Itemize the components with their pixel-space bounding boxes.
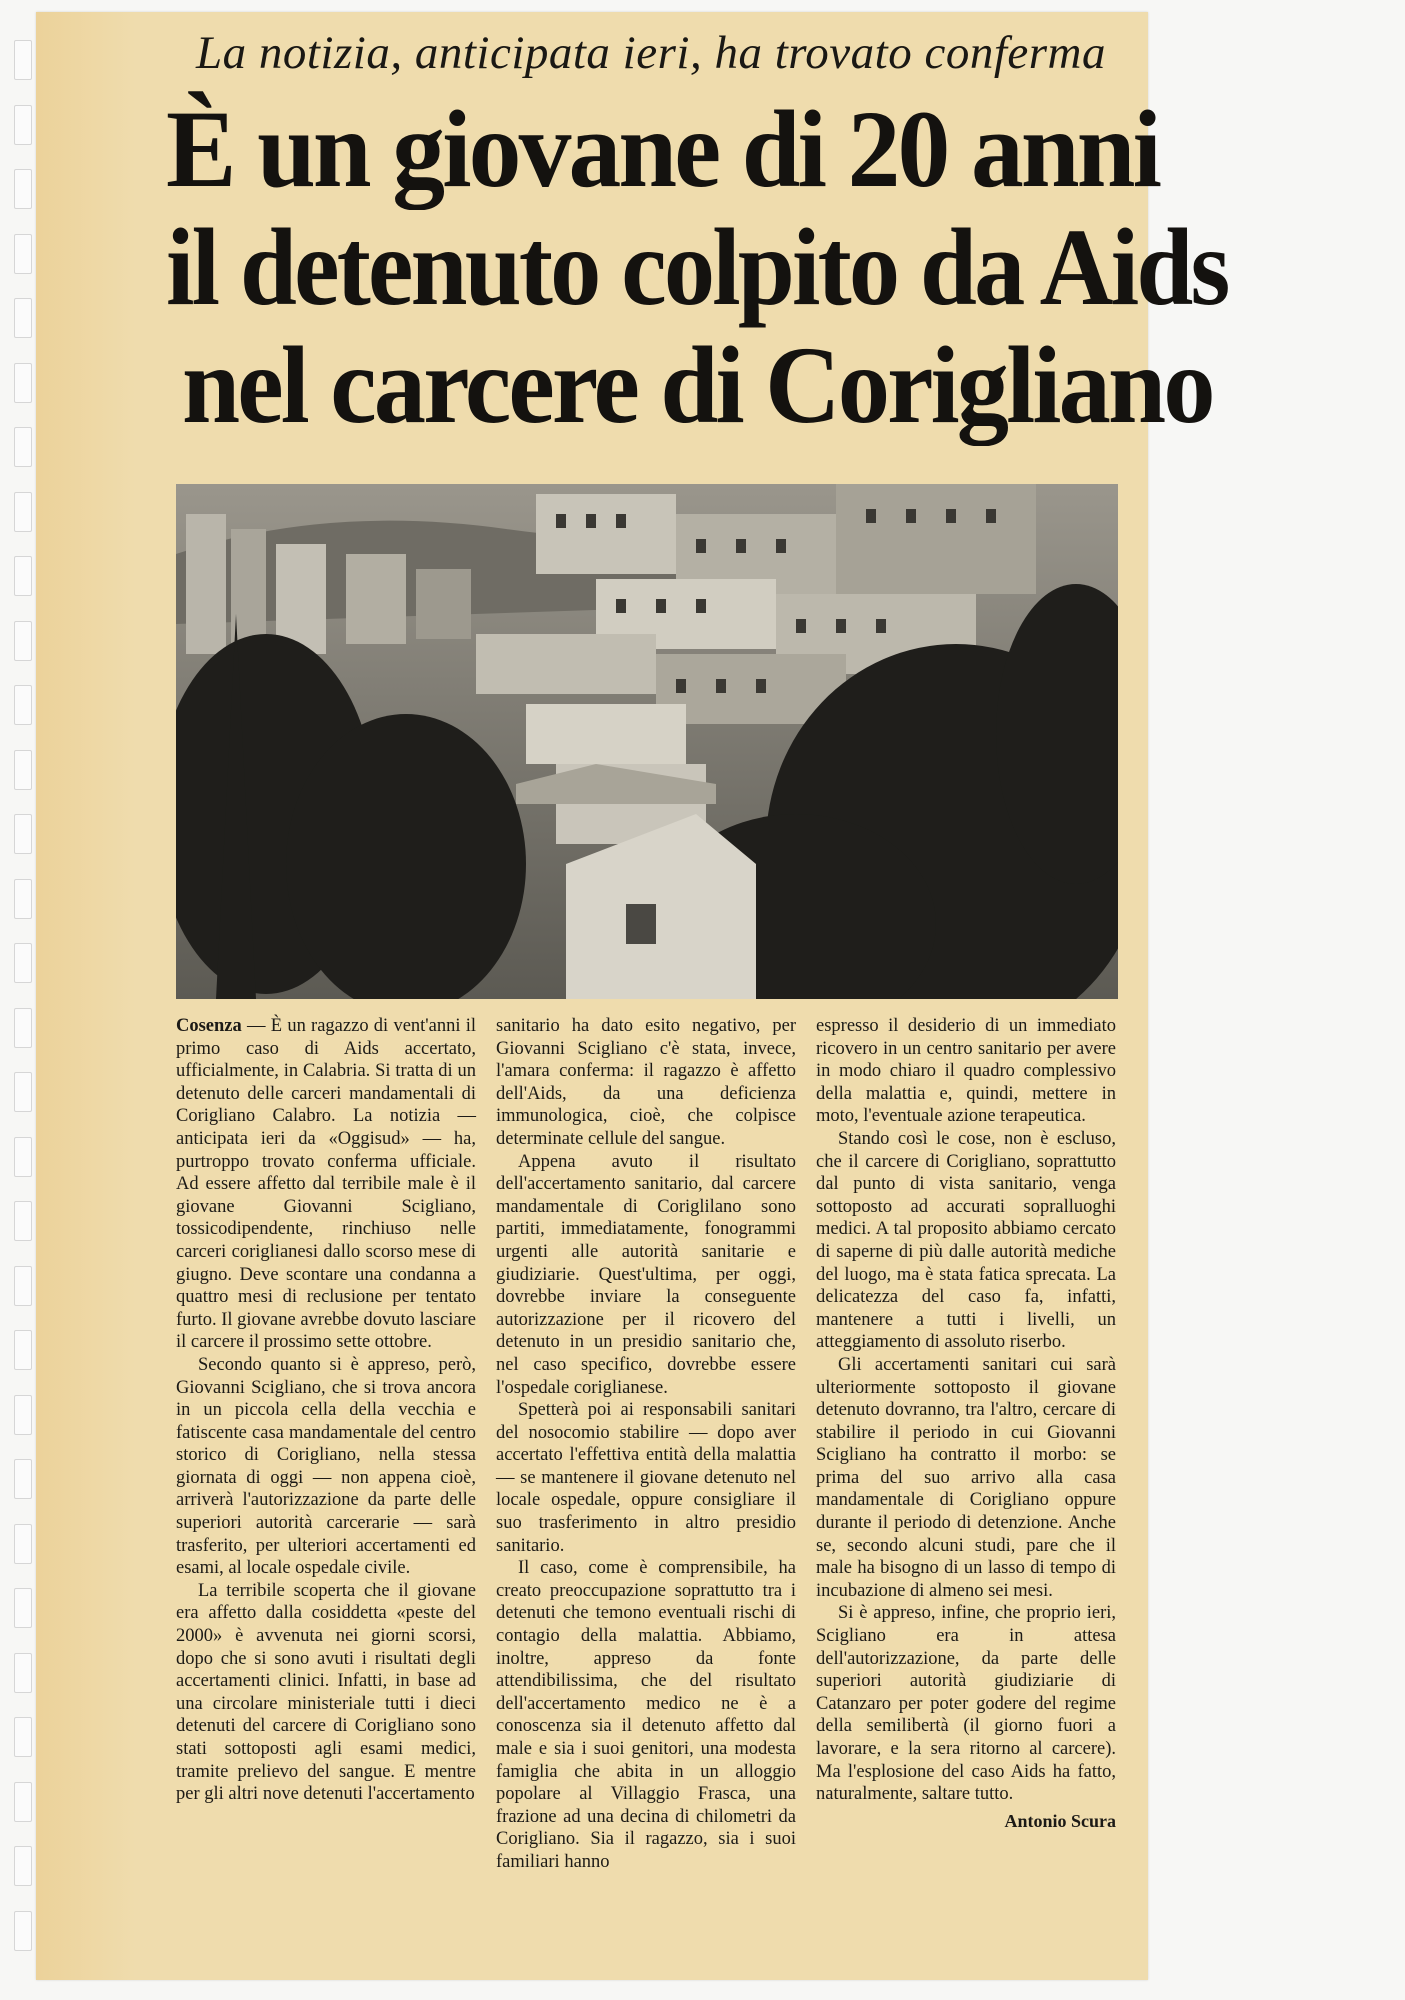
binder-hole xyxy=(14,1008,32,1048)
binder-hole xyxy=(14,1524,32,1564)
binder-hole xyxy=(14,1846,32,1886)
article-paragraph: Il caso, come è comprensibile, ha creato preoccupazione soprattutto tra i detenuti che temono eventuali rischi di contagio della malattia. Abbiamo, inoltre, appreso da fonte attendibilissima, che del risultato dell'accertamento medico ne è a conoscenza sia il detenuto affetto dal male e sia i suoi genitori, una modesta famiglia che abita in un alloggio popolare al Villaggio Frasca, una frazione ad una decina di chilometri da Corigliano. Sia il ragazzo, sia i suoi familiari hanno xyxy=(496,1558,796,1872)
binder-hole xyxy=(14,1330,32,1370)
binder-hole xyxy=(14,621,32,661)
binder-hole xyxy=(14,1395,32,1435)
binder-hole xyxy=(14,1653,32,1693)
article-paragraph: La terribile scoperta che il giovane era affetto dalla cosiddetta «peste del 2000» è avvenuta nei giorni scorsi, dopo che si sono avuti i risultati degli accertamenti clinici. Infatti, in base ad una circolare ministeriale tutti i dieci detenuti del carcere di Corigliano sono stati sottoposti agli esami medici, tramite prelievo del sangue. E mentre per gli altri nove detenuti l'accertamento xyxy=(176,1580,476,1805)
binder-hole xyxy=(14,1782,32,1822)
binder-hole xyxy=(14,814,32,854)
binder-hole xyxy=(14,1459,32,1499)
binder-holes xyxy=(14,40,32,1980)
headline-line-1: È un giovane di 20 anni xyxy=(166,88,1160,210)
binder-hole xyxy=(14,1137,32,1177)
binder-hole xyxy=(14,105,32,145)
binder-hole xyxy=(14,40,32,80)
article-paragraph: Appena avuto il risultato dell'accertamento sanitario, dal carcere mandamentale di Coriglilano sono partiti, immediatamente, fonogrammi urgenti alle autorità sanitarie e giudiziarie. Quest'ultima, per oggi, dovrebbe inviare la conseguente autorizzazione per il ricovero del detenuto in un presidio sanitario che, nel caso specifico, dovrebbe essere l'ospedale coriglianese. xyxy=(496,1151,796,1398)
author-signature: Antonio Scura xyxy=(1004,1810,1116,1831)
article-column-1 xyxy=(176,1015,476,1806)
binder-hole xyxy=(14,492,32,532)
article-column-2 xyxy=(496,1015,796,1874)
dateline: Cosenza xyxy=(176,1016,242,1036)
binder-hole xyxy=(14,1266,32,1306)
binder-hole xyxy=(14,298,32,338)
newspaper-clipping xyxy=(36,12,1228,1980)
town-photo xyxy=(176,484,1118,999)
binder-hole xyxy=(14,685,32,725)
binder-hole xyxy=(14,1588,32,1628)
article-body xyxy=(176,1015,1136,1965)
article-paragraph: Si è appreso, infine, che proprio ieri, Scigliano era in attesa dell'autorizzazione, da parte delle superiori autorità giudiziarie di Catanzaro per poter godere del regime della semilibertà (il giorno fuori a lavorare, e la sera ritorno al carcere). Ma l'esplosione del caso Aids ha fatto, naturalmente, saltare tutto. xyxy=(816,1603,1116,1805)
binder-hole xyxy=(14,169,32,209)
binder-hole xyxy=(14,943,32,983)
article-kicker: La notizia, anticipata ieri, ha trovato conferma xyxy=(195,27,1106,79)
town-photo-illustration xyxy=(176,484,1118,999)
binder-hole xyxy=(14,1201,32,1241)
article-paragraph: Gli accertamenti sanitari cui sarà ulteriormente sottoposto il giovane detenuto dovranno, tra l'altro, cercare di stabilire il periodo in cui Giovanni Scigliano ha contratto il morbo: se prima del suo arrivo alla casa mandamentale di Corigliano oppure durante il periodo di detenzione. Anche se, secondo alcuni studi, pare che il male ha bisogno di un lasso di tempo di incubazione di almeno sei mesi. xyxy=(816,1354,1116,1601)
article-paragraph: espresso il desiderio di un immediato ricovero in un centro sanitario per avere in modo chiaro il quadro complessivo della malattia e, quindi, mettere in moto, l'eventuale azione terapeutica. xyxy=(816,1016,1116,1127)
binder-hole xyxy=(14,1072,32,1112)
binder-hole xyxy=(14,234,32,274)
article-paragraph xyxy=(176,1015,476,1354)
article-paragraph: Secondo quanto si è appreso, però, Giovanni Scigliano, che si trova ancora in un piccola cella della vecchia e fatiscente casa mandamentale del centro storico di Corigliano, nella stessa giornata di oggi — non appena cioè, arriverà l'autorizzazione da parte delle superiori autorità carcerarie — sarà trasferito, per ulteriori accertamenti ed esami, al locale ospedale civile. xyxy=(176,1354,476,1579)
binder-hole xyxy=(14,1911,32,1951)
article-headline xyxy=(166,88,1228,446)
headline-line-3: nel carcere di Corigliano xyxy=(182,324,1213,446)
binder-hole xyxy=(14,750,32,790)
binder-hole xyxy=(14,363,32,403)
article-paragraph: Stando così le cose, non è escluso, che il carcere di Corigliano, soprattutto dal punto di vista sanitario, venga sottoposto ad accurati sopralluoghi medici. A tal proposito abbiamo cercato di saperne di più dalle autorità mediche del luogo, ma è stata fatica sprecata. La delicatezza del caso fa, infatti, mantenere a tutti i livelli, un atteggiamento di assoluto riserbo. xyxy=(816,1128,1116,1353)
binder-hole xyxy=(14,879,32,919)
paragraph-text: — È un ragazzo di vent'anni il primo caso di Aids accertato, ufficialmente, in Calabria. Si tratta di un detenuto delle carceri mandamentali di Corigliano Calabro. La notizia — anticipata ieri da «Oggisud» — ha, purtroppo trovato conferma ufficiale. Ad essere affetto dal terribile male è il giovane Giovanni Scigliano, tossicodipendente, rinchiuso nelle carceri coriglianesi dallo scorso mese di giugno. Deve scontare una condanna a quattro mesi di reclusione per tentato furto. Il giovane avrebbe dovuto lasciare il carcere il prossimo sette ottobre. xyxy=(176,1016,477,1353)
article-paragraph: Spetterà poi ai responsabili sanitari del nosocomio stabilire — dopo aver accertato l'effettiva entità della malattia — se mantenere il giovane detenuto nel locale ospedale, oppure consigliare il suo trasferimento in altro presidio sanitario. xyxy=(496,1400,796,1556)
binder-hole xyxy=(14,1717,32,1757)
article-paragraph: sanitario ha dato esito negativo, per Giovanni Scigliano c'è stata, invece, l'amara conferma: il ragazzo è affetto dell'Aids, da una deficienza immunologica, cioè, che colpisce determinate cellule del sangue. xyxy=(496,1016,796,1149)
binder-hole xyxy=(14,427,32,467)
headline-line-2: il detenuto colpito da Aids xyxy=(166,206,1228,328)
binder-hole xyxy=(14,556,32,596)
article-column-3 xyxy=(816,1015,1116,1832)
